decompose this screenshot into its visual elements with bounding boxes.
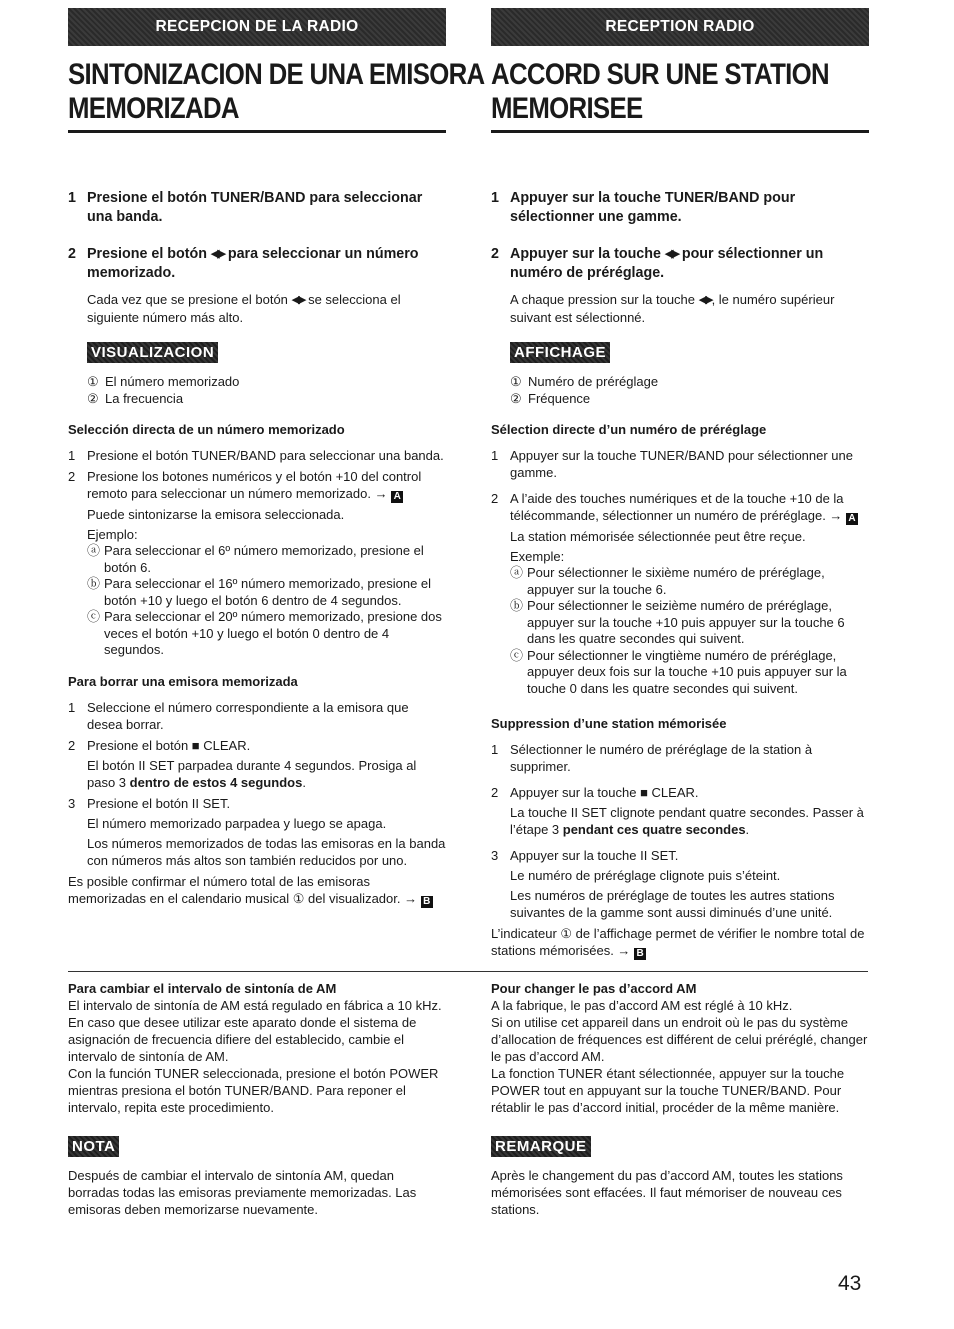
list-item: 2 A l’aide des touches numériques et de la touche +10 de la télécommande, sélectionner un numéro de préréglage. → A xyxy=(491,490,869,525)
am-heading: Pour changer le pas d’accord AM xyxy=(491,981,697,996)
am-section-spanish: Para cambiar el intervalo de sintonía de AM El intervalo de sintonía de AM está regulado en fábrica a 10 kHz. En caso que desee utilizar este aparato donde el sistema de asignación de frecuencia difiere del establecido, cambie el intervalo de sintonía de AM. Con la función TUNER seleccionada, presione el botón POWER mientras presiona el botón TUNER/BAND. Para reponer el intervalo, repita este procedimiento. NOTA Después de cambiar el intervalo de sintonía AM, quedan borradas todas las emisoras previamente memorizadas. Las emisoras deben memorizarse nuevamente. xyxy=(68,980,446,1218)
example-item: ⓐ Pour sélectionner le sixième numéro de préréglage, appuyer sur la touche 6. xyxy=(510,565,825,597)
display-badge: VISUALIZACION xyxy=(87,342,218,363)
ref-a-icon: A xyxy=(391,491,403,503)
direct-selection-heading: Sélection directe d’un numéro de préréglage xyxy=(491,422,767,437)
step-2: 2 Presione el botón ◀▶ para seleccionar un número memorizado. xyxy=(68,246,419,281)
list-item: 1 Seleccione el número correspondiente a la emisora que desea borrar. xyxy=(68,699,409,732)
list-item: 2 Presione el botón ■ CLEAR. xyxy=(68,737,251,753)
note-badge: REMARQUE xyxy=(491,1136,591,1157)
step-2-text: Cada vez que se presione el botón ◀▶ se selecciona el siguiente número más alto. xyxy=(87,292,401,325)
section-band: RECEPTION RADIO xyxy=(491,8,869,46)
display-item: ② La frecuencia xyxy=(87,391,184,406)
example-item: ⓑ Para seleccionar el 16º número memorizado, presione el botón +10 y luego el botón 6 dentro de 4 segundos. xyxy=(87,576,432,608)
spanish-column: RECEPCION DE LA RADIO SINTONIZACION DE UNA EMISORA MEMORIZADA 1 Presione el botón TUNER/BAND para seleccionar una banda. 2 Presione el botón ◀▶ para seleccionar un número memorizado. Cada vez que se presione el botón ◀▶ se selecciona el siguiente número más alto. VISUALIZACION ① El número memorizado ② La frecuencia Selección directa de un número memorizado 1 Presione el botón TUNER/BAND para seleccionar una banda. 2 Presione los botones numéricos y el botón +10 del control remoto para seleccionar un número memorizado. → A Puede sintonizarse la emisora seleccionada. Ejemplo: ⓐ Para seleccionar el 6º número memorizado, presione el botón 6. ⓑ Para seleccionar el 16º número memorizado, presione el botón +10 y luego el botón 6 dentro de 4 segundos. ⓒ Para seleccionar el 20º número memorizado, presione dos veces el botón +10 y luego el botón 0 dentro de 4 segundos. Para borrar una emisora memorizada 1 Seleccione el número correspondiente a la emisora que desea borrar. 2 Presione el botón ■ CLEAR. El botón II SET parpadea durante 4 segundos. Prosiga al paso 3 dentro de estos 4 segundos. 3 Presione el botón II SET. El número memorizado parpadea y luego se apaga. Los números memorizados de todas las emisoras en la banda con números más altos son también reducidos por uno. Es posible confirmar el número total de las emisoras memorizadas en el calendario musical ① del visualizador. → B xyxy=(68,8,446,908)
list-item: 2 Appuyer sur la touche ■ CLEAR. xyxy=(491,785,699,800)
prev-next-icon: ◀▶ xyxy=(291,294,305,306)
step-1: 1 Presione el botón TUNER/BAND para seleccionar una banda. xyxy=(68,190,423,225)
display-item: ① Numéro de préréglage xyxy=(510,374,659,389)
step-2-text: A chaque pression sur la touche ◀▶, le numéro supérieur suivant est sélectionné. xyxy=(510,292,835,325)
list-item: 2 Presione los botones numéricos y el botón +10 del control remoto para seleccionar un número memorizado. → A xyxy=(68,469,422,502)
prev-next-icon: ◀▶ xyxy=(210,248,224,260)
display-item: ① El número memorizado xyxy=(87,374,240,389)
note-text: Después de cambiar el intervalo de sintonía AM, quedan borradas todas las emisoras previamente memorizadas. Las emisoras deben memorizarse nuevamente. xyxy=(68,1168,417,1217)
example-item: ⓒ Para seleccionar el 20º número memorizado, presione dos veces el botón +10 y luego el botón 0 dentro de 4 segundos. xyxy=(87,609,442,657)
ref-a-icon: A xyxy=(846,513,858,525)
list-item: 1 Sélectionner le numéro de préréglage de la station à supprimer. xyxy=(491,742,813,774)
list-item: 1 Appuyer sur la touche TUNER/BAND pour sélectionner une gamme. xyxy=(491,448,853,480)
display-item: ② Fréquence xyxy=(510,391,591,406)
confirm-note: Es posible confirmar el número total de las emisoras memorizadas en el calendario musical ① del visualizador. → B xyxy=(68,873,446,908)
direct-selection-heading: Selección directa de un número memorizado xyxy=(68,422,345,437)
erase-heading: Para borrar una emisora memorizada xyxy=(68,673,298,689)
confirm-note: L’indicateur ① de l’affichage permet de vérifier le nombre total de stations mémorisées. → B xyxy=(491,926,865,959)
step-1: 1 Appuyer sur la touche TUNER/BAND pour sélectionner une gamme. xyxy=(491,190,796,225)
list-item: 3 Appuyer sur la touche II SET. xyxy=(491,848,679,863)
example-item: ⓑ Pour sélectionner le seizième numéro de préréglage, appuyer sur la touche +10 puis appuyer sur la touche 6 dans les quatre secondes qui suivent. xyxy=(510,598,845,646)
display-badge: AFFICHAGE xyxy=(510,342,610,363)
am-section-french: Pour changer le pas d’accord AM A la fabrique, le pas d’accord AM est réglé à 10 kHz. Si on utilise cet appareil dans un endroit où le pas du système d’allocation de fréquences est différent de celui préréglé, changer le pas d’accord AM. La fonction TUNER étant sélectionnée, appuyer sur la touche POWER tout en appuyant sur la touche TUNER/BAND. Pour rétablir le pas d’accord initial, procéder de la même manière. REMARQUE Après le changement du pas d’accord AM, toutes les stations mémorisées sont effacées. Il faut mémoriser de nouveau ces stations. xyxy=(491,981,868,1217)
note-badge: NOTA xyxy=(68,1136,119,1157)
section-band: RECEPCION DE LA RADIO xyxy=(68,8,446,46)
step-2: 2 Appuyer sur la touche ◀▶ pour sélectionner un numéro de préréglage. xyxy=(491,246,824,281)
note-text: Après le changement du pas d’accord AM, toutes les stations mémorisées sont effacées. Il faut mémoriser de nouveau ces stations. xyxy=(491,1168,843,1217)
list-item: 3 Presione el botón II SET. xyxy=(68,795,231,811)
ref-b-icon: B xyxy=(634,948,646,960)
page-title: ACCORD SUR UNE STATION MEMORISEE xyxy=(491,58,829,125)
prev-next-icon: ◀▶ xyxy=(698,294,712,306)
example-item: ⓐ Para seleccionar el 6º número memorizado, presione el botón 6. xyxy=(87,543,424,575)
erase-heading: Suppression d’une station mémorisée xyxy=(491,716,727,731)
section-divider xyxy=(68,971,868,972)
french-column: RECEPTION RADIO ACCORD SUR UNE STATION MEMORISEE 1 Appuyer sur la touche TUNER/BAND pour sélectionner une gamme. 2 Appuyer sur la touche ◀▶ pour sélectionner un numéro de préréglage. A chaque pression sur la touche ◀▶, le numéro supérieur suivant est sélectionné. AFFICHAGE ① Numéro de préréglage ② Fréquence Sélection directe d’un numéro de préréglage 1 Appuyer sur la touche TUNER/BAND pour sélectionner une gamme. 2 A l’aide des touches numériques et de la touche +10 de la télécommande, sélectionner un numéro de préréglage. → A La station mémorisée sélectionnée peut être reçue. Exemple: ⓐ Pour sélectionner le sixième numéro de préréglage, appuyer sur la touche 6. ⓑ Pour sélectionner le seizième numéro de préréglage, appuyer sur la touche +10 puis appuyer sur la touche 6 dans les quatre secondes qui suivent. ⓒ Pour sélectionner le vingtième numéro de préréglage, appuyer deux fois sur la touche +10 puis appuyer sur la touche 0 dans les quatre secondes qui suivent. Suppression d’une station mémorisée 1 Sélectionner le numéro de préréglage de la station à supprimer. 2 Appuyer sur la touche ■ CLEAR. La touche II SET clignote pendant quatre secondes. Passer à l’étape 3 pendant ces quatre secondes. 3 Appuyer sur la touche II SET. Le numéro de préréglage clignote puis s’éteint. Les numéros de préréglage de toutes les autres stations suivantes de la gamme sont aussi diminués d’une unité. L’indicateur ① de l’affichage permet de vérifier le nombre total de stations mémorisées. → B xyxy=(491,8,869,960)
page-number: 43 xyxy=(838,1272,862,1295)
list-item: 1 Presione el botón TUNER/BAND para seleccionar una banda. xyxy=(68,448,444,463)
am-heading: Para cambiar el intervalo de sintonía de AM xyxy=(68,981,337,996)
prev-next-icon: ◀▶ xyxy=(664,248,678,260)
page-title: SINTONIZACION DE UNA EMISORA MEMORIZADA xyxy=(68,58,485,125)
example-item: ⓒ Pour sélectionner le vingtième numéro de préréglage, appuyer deux fois sur la touche +10 puis appuyer sur la touche 0 dans les quatre secondes qui suivent. xyxy=(510,647,847,696)
ref-b-icon: B xyxy=(421,896,433,908)
